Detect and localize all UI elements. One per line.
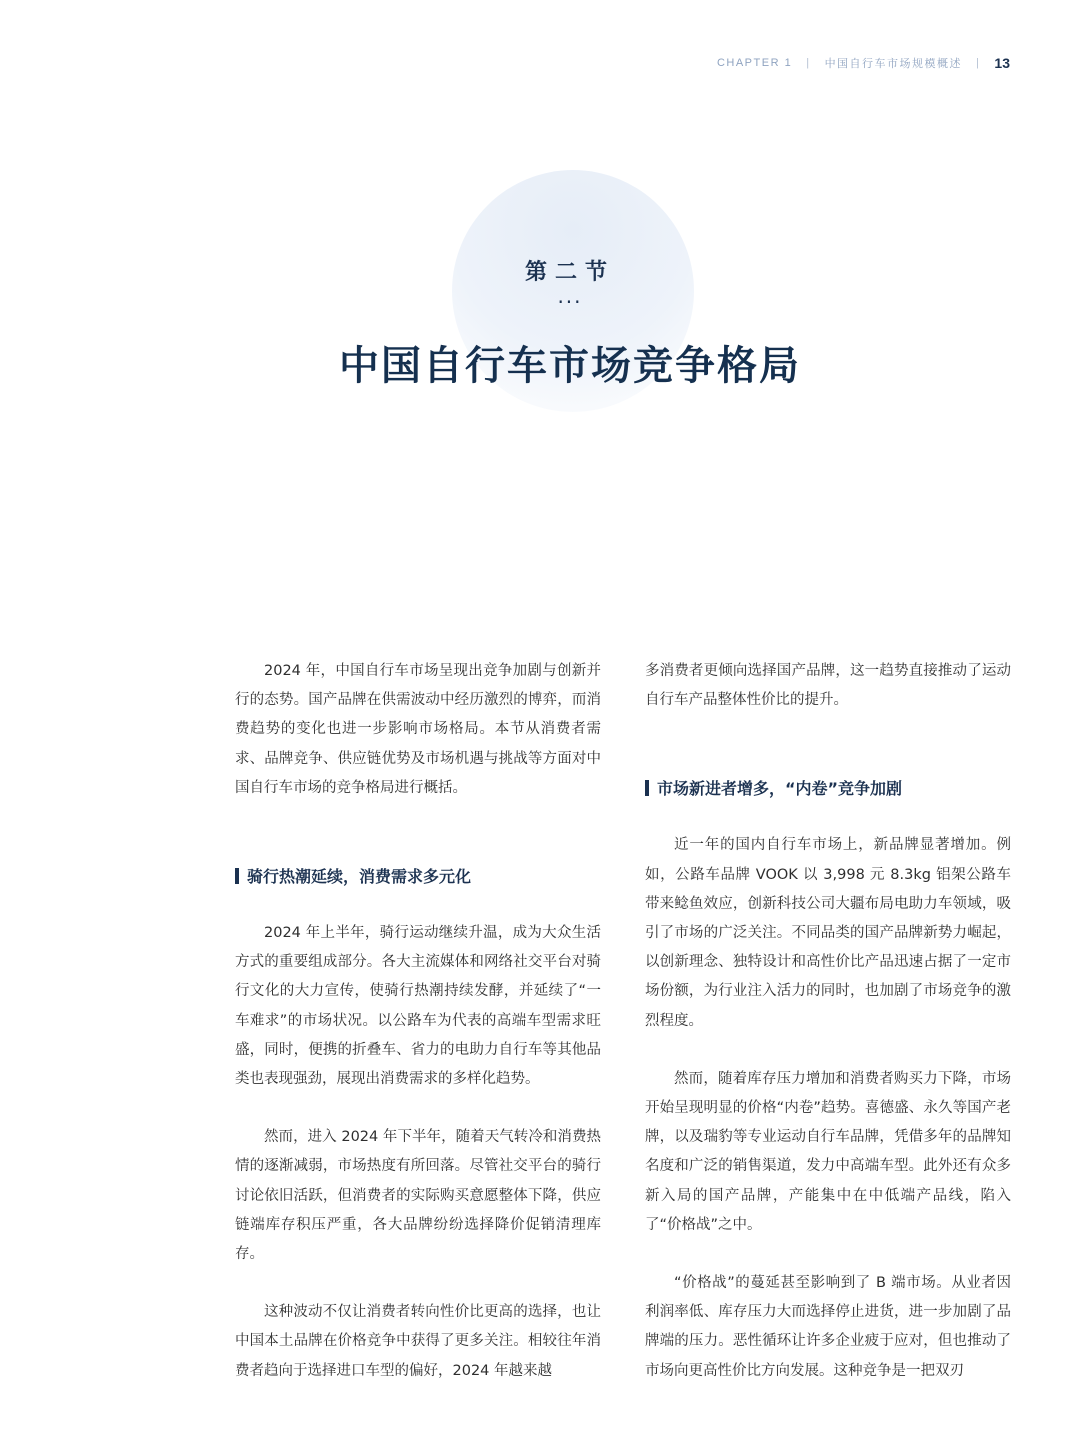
page-title: 中国自行车市场竞争格局	[339, 343, 801, 389]
body-paragraph: 这种波动不仅让消费者转向性价比更高的选择，也让中国本土品牌在价格竞争中获得了更多关注。相较往年消费者趋向于选择进口车型的偏好，2024 年越来越	[235, 1304, 601, 1379]
right-column	[645, 657, 1011, 1386]
heading-text: 市场新进者增多，“内卷”竞争加剧	[657, 779, 903, 799]
left-column	[235, 657, 601, 1386]
chapter-label: CHAPTER 1	[716, 57, 793, 69]
running-header	[717, 55, 1010, 71]
heading-bar-icon	[235, 868, 239, 884]
heading-text: 骑行热潮延续，消费需求多元化	[247, 867, 472, 887]
body-paragraph: 然而，进入 2024 年下半年，随着天气转冷和消费热情的逐渐减弱，市场热度有所回落。尽管社交平台的骑行讨论依旧活跃，但消费者的实际购买意愿整体下降，供应链端库存积压严重，各大品牌纷纷选择降价促销清理库存。	[235, 1129, 601, 1263]
body-paragraph: 近一年的国内自行车市场上，新品牌显著增加。例如，公路车品牌 VOOK 以 3,998 元 8.3kg 铝架公路车带来鲶鱼效应，创新科技公司大疆布局电助力车领域，吸引了市场的广泛关注。不同品类的国产品牌新势力崛起，以创新理念、独特设计和高性价比产品迅速占据了一定市场份额，为行业注入活力的同时，也加剧了市场竞争的激烈程度。	[645, 837, 1011, 1029]
header-divider: |	[806, 57, 811, 69]
section-heading	[645, 773, 1011, 802]
body-paragraph: 然而，随着库存压力增加和消费者购买力下降，市场开始呈现明显的价格“内卷”趋势。喜德盛、永久等国产老牌，以及瑞豹等专业运动自行车品牌，凭借多年的品牌知名度和广泛的销售渠道，发力中高端车型。此外还有众多新入局的国产品牌，产能集中在中低端产品线，陷入了“价格战”之中。	[645, 1070, 1011, 1233]
body-paragraph: 2024 年上半年，骑行运动继续升温，成为大众生活方式的重要组成部分。各大主流媒体和网络社交平台对骑行文化的大力宣传，使骑行热潮持续发酵，并延续了“一车难求”的市场状况。以公路车为代表的高端车型需求旺盛，同时，便携的折叠车、省力的电助力自行车等其他品类也表现强劲，展现出消费需求的多样化趋势。	[235, 925, 601, 1088]
page-number: 13	[994, 55, 1010, 71]
section-label: 第二节	[524, 260, 615, 285]
body-paragraph: “价格战”的蔓延甚至影响到了 B 端市场。从业者因利润率低、库存压力大而选择停止进货，进一步加剧了品牌端的压力。恶性循环让许多企业疲于应对，但也推动了市场向更高性价比方向发展。这种竞争是一把双刃	[645, 1275, 1011, 1379]
chapter-title: 中国自行车市场规模概述	[824, 58, 963, 70]
heading-bar-icon	[645, 780, 649, 796]
section-heading	[235, 861, 601, 890]
body-paragraph: 多消费者更倾向选择国产品牌，这一趋势直接推动了运动自行车产品整体性价比的提升。	[645, 663, 1011, 709]
header-divider: |	[976, 57, 981, 69]
ellipsis-ornament: ···	[557, 290, 583, 314]
intro-paragraph: 2024 年，中国自行车市场呈现出竞争加剧与创新并行的态势。国产品牌在供需波动中经历激烈的博弈，而消费趋势的变化也进一步影响市场格局。本节从消费者需求、品牌竞争、供应链优势及市场机遇与挑战等方面对中国自行车市场的竞争格局进行概括。	[235, 663, 601, 796]
